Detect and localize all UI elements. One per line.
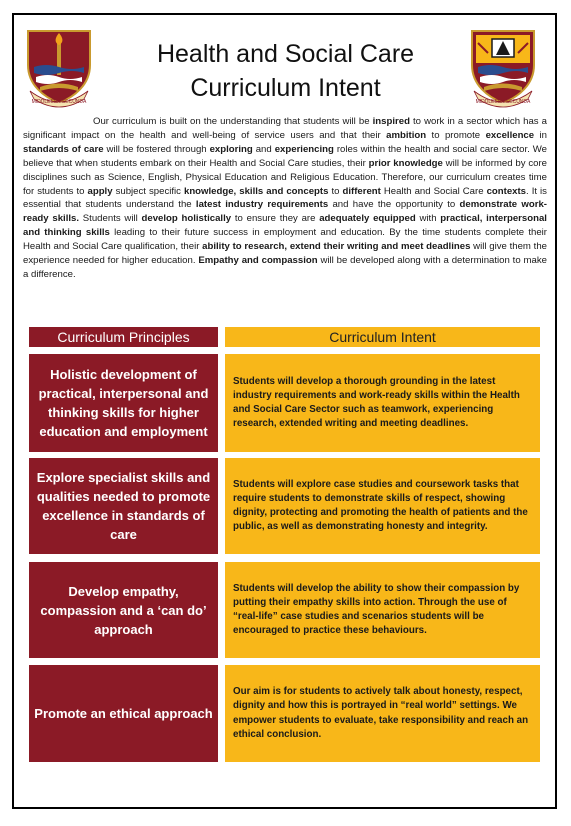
intro-bold: knowledge, skills and concepts [183, 185, 329, 197]
principle-text: Explore specialist skills and qualities needed to promote excellence in standards of care [36, 470, 211, 542]
intro-paragraph [23, 115, 547, 282]
principle-text: Promote an ethical approach [34, 706, 213, 721]
intro-bold: latest industry requirements [195, 199, 329, 211]
intro-text: subject specific [112, 185, 184, 197]
intro-text: will be informed by core disciplines such as Science, English, Physical Education and Religious Education. Therefore, our curriculum creates time for students to [23, 157, 547, 197]
intro-text: will give them the experience needed for higher education. [23, 241, 547, 267]
intro-bold: demonstrate work-ready skills. [23, 199, 547, 225]
principle-cell-holistic-development [29, 354, 218, 452]
intro-bold: develop holistically [141, 213, 232, 225]
intro-text: in [534, 129, 547, 141]
principle-cell-ethical-approach [29, 665, 218, 762]
intro-bold: different [342, 185, 381, 197]
intro-text: Health and Social Care [380, 185, 487, 197]
intro-text: and [252, 143, 275, 155]
principle-cell-empathy [29, 562, 218, 658]
intro-bold: Empathy and compassion [198, 255, 318, 267]
intro-bold: contexts [486, 185, 527, 197]
intent-column-header: Curriculum Intent [225, 327, 540, 347]
intro-text: will be fostered through [103, 143, 210, 155]
principles-column-header: Curriculum Principles [29, 327, 218, 347]
intro-bold: prior knowledge [368, 157, 443, 169]
intro-bold: excellence [485, 129, 535, 141]
principle-text: Holistic development of practical, interpersonal and thinking skills for higher education and employment [38, 367, 209, 439]
intro-text: with [415, 213, 441, 225]
intro-text: will be developed along with a determination to make a difference. [23, 255, 547, 280]
intro-text: to [328, 185, 343, 197]
intro-text: to ensure they are [231, 213, 320, 225]
intro-text: Students will [79, 213, 142, 225]
crest-motto-right: MIDDLESEX SECUNDA [475, 99, 531, 105]
intro-bold: ability to research, extend their writing and meet deadlines [202, 241, 471, 253]
intro-bold: adequately equipped [319, 213, 416, 225]
intent-text: Our aim is for students to actively talk about honesty, respect, dignity and how this is portrayed in “real world” settings. We empower students to evaluate, take responsibility and reach an ethical conclusion. [233, 686, 529, 740]
principle-cell-specialist-skills [29, 458, 218, 554]
intro-bold: apply [87, 185, 113, 197]
title-line-2: Curriculum Intent [190, 74, 381, 102]
page-title [100, 37, 471, 105]
intro-bold: exploring [209, 143, 253, 155]
intro-text: roles within the health and social care sector. We believe that when students embark on their Health and Social Care studies, their [23, 143, 548, 169]
intent-cell-specialist-skills [225, 458, 540, 554]
crest-motto-left: MIDDLESEX SECUNDA [31, 99, 87, 105]
intro-text: and have the opportunity to [328, 199, 460, 211]
intent-text: Students will develop the ability to show their compassion by putting their empathy skills into action. Through the use of “real-life” case studies and scenarios students will be encouraged to practice these behaviours. [233, 582, 520, 637]
intro-text: to work in a sector which has a significant impact on the health and well-being of service users and that their [23, 116, 548, 141]
intro-text: to promote [426, 129, 486, 141]
intro-bold: inspired [372, 116, 410, 127]
intro-bold: ambition [386, 129, 427, 141]
intent-cell-ethical-approach [225, 665, 540, 762]
intent-text: Students will explore case studies and coursework tasks that require students to demonstrate skills of respect, showing dignity, protecting and promoting the health of patients and the public, as well as demonstrating honesty and integrity. [233, 478, 528, 533]
intent-text: Students will develop a thorough grounding in the latest industry requirements and work-ready skills within the Health and Social Care Sector such as teamwork, experiencing research, extended writing and meeting deadlines. [233, 375, 520, 430]
intro-text: leading to their future success in employment and education. By the time students complete their Health and Social Care qualification, their [23, 227, 547, 253]
intro-bold: practical, interpersonal and thinking skills [23, 213, 547, 239]
intro-bold: standards of care [23, 143, 104, 155]
principle-text: Develop empathy, compassion and a ‘can do’ approach [40, 583, 207, 637]
intro-text: Our curriculum is built on the understanding that students will be [93, 116, 373, 127]
intro-text: . It is essential that students understand the [23, 185, 547, 211]
intent-cell-empathy [225, 562, 540, 658]
school-crest-logo-right [468, 27, 538, 109]
intro-bold: experiencing [274, 143, 334, 155]
intent-cell-holistic-development [225, 354, 540, 452]
title-line-1: Health and Social Care [156, 40, 415, 68]
school-crest-logo-left [24, 27, 94, 109]
